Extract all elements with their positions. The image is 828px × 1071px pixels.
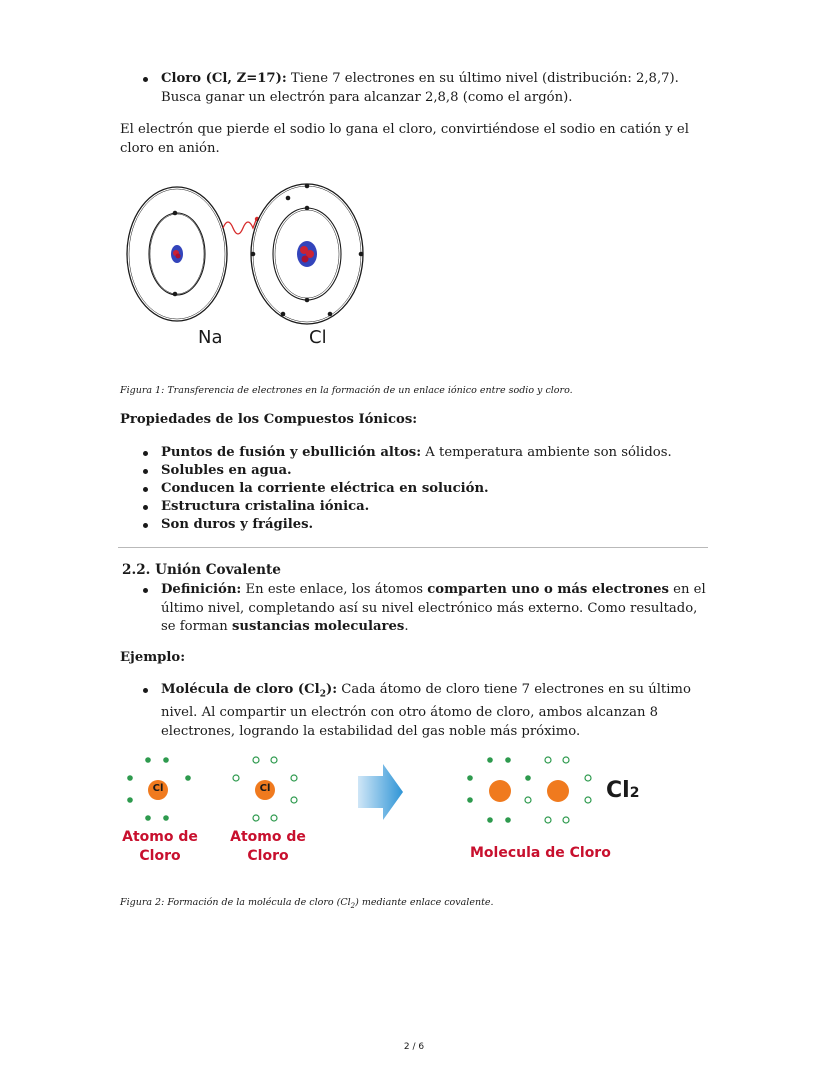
figure1-diagram <box>120 176 390 356</box>
ionic-properties-heading: Propiedades de los Compuestos Iónicos: <box>120 412 418 427</box>
list-item: Conducen la corriente eléctrica en solución. <box>141 480 711 499</box>
atom-symbol-2: Cl <box>259 783 271 794</box>
molecule-label: Molecula de Cloro <box>470 845 611 861</box>
chlorine-label: Cloro (Cl, Z=17): <box>161 71 287 86</box>
chlorine-bullet <box>141 70 711 107</box>
section-divider <box>118 547 708 548</box>
list-item: Puntos de fusión y ebullición altos: A temperatura ambiente son sólidos. <box>141 444 711 463</box>
list-item: Estructura cristalina iónica. <box>141 498 711 517</box>
atom-label-1: Atomo de Cloro <box>122 829 198 864</box>
figure2-diagram <box>118 748 658 873</box>
figure2-caption: Figura 2: Formación de la molécula de cloro $(Cl_2)$ mediante enlace covalente. <box>120 897 494 910</box>
example-bullet: Molécula de cloro $(Cl_2)$: Cada átomo de cloro tiene 7 electrones en su último nivel. Al compartir un electrón con otro átomo de cloro, ambos alcanzan 8 electrones, logrando la estabilidad del gas noble más próximo. <box>141 681 711 741</box>
transfer-paragraph: El electrón que pierde el sodio lo gana el cloro, convirtiéndose el sodio en catión y el cloro en anión. <box>120 122 689 156</box>
chlorine-molecule <box>467 757 591 823</box>
covalent-definition: Definición: En este enlace, los átomos comparten uno o más electrones en el último nivel, completando así su nivel electrónico más externo. Como resultado, se forman sustancias moleculares. <box>141 581 711 637</box>
covalent-heading: 2.2. Unión Covalente <box>122 562 281 578</box>
sodium-atom <box>127 187 227 321</box>
label-na: Na <box>198 327 223 348</box>
label-cl: Cl <box>309 327 327 348</box>
page-number: 2 / 6 <box>403 1042 425 1052</box>
list-item: Solubles en agua. <box>141 462 711 481</box>
chlorine-atom <box>251 184 364 324</box>
figure1-caption: Figura 1: Transferencia de electrones en la formación de un enlace iónico entre sodio y cloro. <box>120 385 573 396</box>
molecule-formula: Cl2 <box>606 778 640 803</box>
example-heading: Ejemplo: <box>120 650 186 665</box>
chlorine-text: Tiene 7 electrones en su último nivel (distribución: 2,8,7). Busca ganar un electrón para alcanzar 2,8,8 (como el argón). <box>161 71 679 105</box>
reaction-arrow-icon <box>358 764 403 820</box>
list-item: Son duros y frágiles. <box>141 516 711 535</box>
atom-label-2: Atomo de Cloro <box>230 829 306 864</box>
atom-symbol-1: Cl <box>152 783 164 794</box>
